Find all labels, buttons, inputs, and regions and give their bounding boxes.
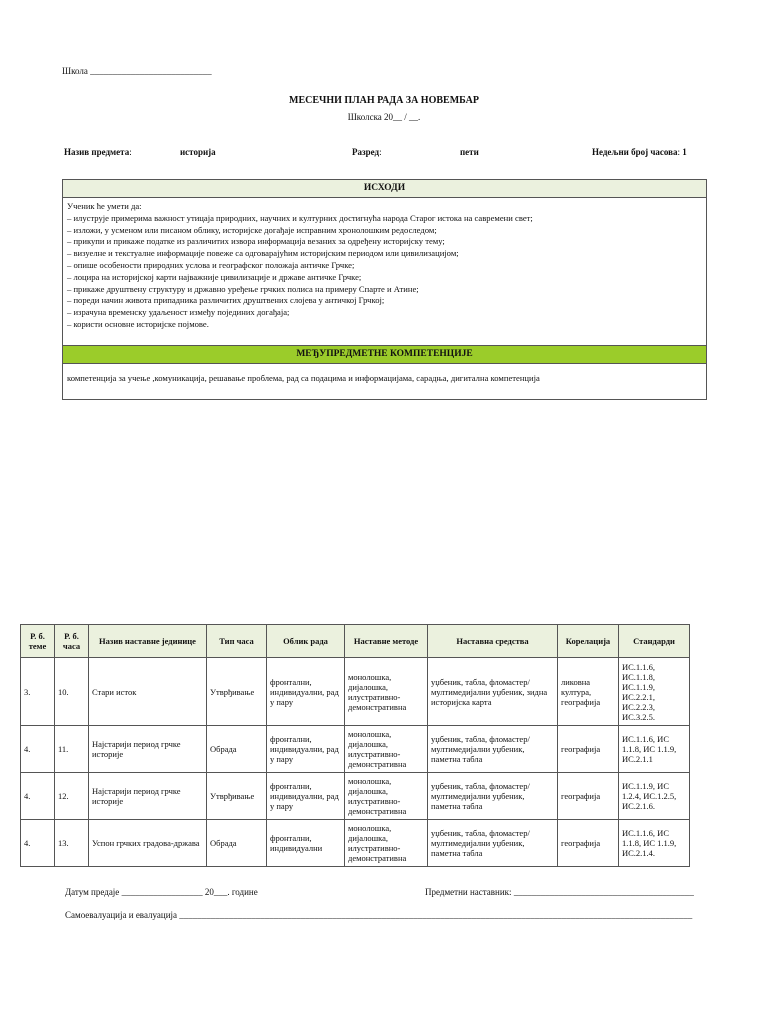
subject-label-wrap: Назив предмета: [64,147,132,157]
weekly-hours: Недељни број часова: 1 [592,147,687,157]
cell-topic-no: 4. [21,820,55,867]
cell-standards: ИС.1.1.9, ИС 1.2.4, ИС.1.2.5, ИС.2.1.6. [619,773,690,820]
outcome-item: – визуелне и текстуалне информације повеже са одговарајућим историјским периодом или цивилизацијом; [67,248,459,259]
outcome-item: – користи основне историјске појмове. [67,318,209,329]
cell-work-form: фронтални, индивидуални, рад у пару [267,658,345,726]
cell-correlation: географија [558,773,619,820]
cell-methods: монолошка, дијалошка, илустративно-демонстративна [345,820,428,867]
lesson-plan-table [20,624,690,867]
outcome-item: – лоцира на историјској карти најважније цивилизације и државе античке Грчке; [67,271,362,282]
cell-methods: монолошка, дијалошка, илустративно-демонстративна [345,726,428,773]
cell-standards: ИС.1.1.6, ИС 1.1.8, ИС 1.1.9, ИС.2.1.4. [619,820,690,867]
col-lesson-type: Тип часа [207,625,267,658]
outcome-item: – израчуна временску удаљеност између појединих догађаја; [67,307,290,318]
outcome-item: – пореди начин живота припадника различитих друштвених слојева у античкој Грчкој; [67,295,385,306]
school-line [62,66,212,76]
cell-resources: уџбеник, табла, фломастер/мултимедијални уџбеник, паметна табла [428,820,558,867]
cell-unit-name: Најстарији период грчке историје [89,773,207,820]
cell-topic-no: 3. [21,658,55,726]
self-evaluation [65,910,705,920]
cell-lesson-type: Обрада [207,726,267,773]
outcome-item: – прикаже друштвену структуру и државно уређење грчких полиса на примеру Спарте и Атине; [67,283,419,294]
cell-work-form: фронтални, индивидуални [267,820,345,867]
teacher-blank: ________________________________________ [513,887,694,897]
cell-correlation: географија [558,726,619,773]
col-unit-name: Назив наставне јединице [89,625,207,658]
outcomes-heading: ИСХОДИ [63,180,706,198]
table-row [21,726,690,773]
cell-standards: ИС.1.1.6, ИС 1.1.8, ИС 1.1.9, ИС.2.1.1 [619,726,690,773]
competencies-text: компетенција за учење ,комуникација, решавање проблема, рад са подацима и информацијама, сарадња, дигитална компетенција [67,373,540,383]
col-topic-no: Р. б. теме [21,625,55,658]
submission-date [65,887,258,897]
cell-resources: уџбеник, табла, фломастер/мултимедијални уџбеник, зидна историјска карта [428,658,558,726]
cell-lesson-type: Обрада [207,820,267,867]
grade-value: пети [460,147,479,157]
table-header-row [21,625,690,658]
cell-resources: уџбеник, табла, фломастер/мултимедијални уџбеник, паметна табла [428,773,558,820]
outcome-item: – опише особености природних услова и географског положаја античке Грчке; [67,259,355,270]
school-year: Школска 20__ / __. [347,112,421,122]
school-blank: ___________________________ [90,66,212,76]
date-blank: __________________ 20___. године [121,887,258,897]
grade-label: Разред [352,147,380,157]
teacher-label: Предметни наставник: [425,887,512,897]
teacher-signature [425,887,694,897]
date-label: Датум предаје [65,887,120,897]
table-row [21,820,690,867]
cell-lesson-no: 13. [55,820,89,867]
outcomes-box [62,179,707,400]
outcome-item: – прикупи и прикаже податке из различитих извора информација везаних за одређену историјску тему; [67,236,445,247]
cell-lesson-no: 12. [55,773,89,820]
cell-methods: монолошка, дијалошка, илустративно-демонстративна [345,773,428,820]
document-title: МЕСЕЧНИ ПЛАН РАДА ЗА НОВЕМБАР [289,95,479,106]
cell-correlation: ликовна култура, географија [558,658,619,726]
cell-unit-name: Успон грчких градова-држава [89,820,207,867]
subject-value: историја [180,147,216,157]
col-standards: Стандарди [619,625,690,658]
competencies-heading: МЕЂУПРЕДМЕТНЕ КОМПЕТЕНЦИЈЕ [63,346,706,364]
cell-standards: ИС.1.1.6, ИС.1.1.8, ИС.1.1.9, ИС.2.2.1, ИС.2.2.3, ИС.3.2.5. [619,658,690,726]
col-methods: Наставне методе [345,625,428,658]
cell-lesson-no: 10. [55,658,89,726]
grade-label-wrap: Разред: [352,147,382,157]
cell-resources: уџбеник, табла, фломастер/мултимедијални уџбеник, паметна табла [428,726,558,773]
cell-unit-name: Најстарији период грчке историје [89,726,207,773]
outcomes-list [63,198,706,346]
weekly-label: Недељни број часова [592,147,678,157]
outcome-item: – илуструје примерима важност утицаја природних, научних и културних достигнућа народа Старог истока на савремени свет; [67,212,533,223]
eval-blank: __________________________________________________________________________________________________________________ [179,910,693,920]
cell-lesson-no: 11. [55,726,89,773]
outcome-item: – изложи, у усменом или писаном облику, историјске догађаје исправним хронолошким редоследом; [67,224,437,235]
table-row [21,773,690,820]
cell-work-form: фронтални, индивидуални, рад у пару [267,773,345,820]
school-label: Школа [62,66,88,76]
cell-lesson-type: Утврђивање [207,658,267,726]
cell-correlation: географија [558,820,619,867]
cell-methods: монолошка, дијалошка, илустративно-демонстративна [345,658,428,726]
weekly-value: 1 [682,147,687,157]
subject-label: Назив предмета [64,147,130,157]
cell-work-form: фронтални, индивидуални, рад у пару [267,726,345,773]
eval-label: Самоевалуација и евалуација [65,910,178,920]
col-resources: Наставна средства [428,625,558,658]
col-lesson-no: Р. б. часа [55,625,89,658]
table-row [21,658,690,726]
col-work-form: Облик рада [267,625,345,658]
cell-lesson-type: Утврђивање [207,773,267,820]
outcomes-intro: Ученик ће умети да: [67,201,142,211]
cell-topic-no: 4. [21,773,55,820]
col-correlation: Корелација [558,625,619,658]
cell-topic-no: 4. [21,726,55,773]
cell-unit-name: Стари исток [89,658,207,726]
